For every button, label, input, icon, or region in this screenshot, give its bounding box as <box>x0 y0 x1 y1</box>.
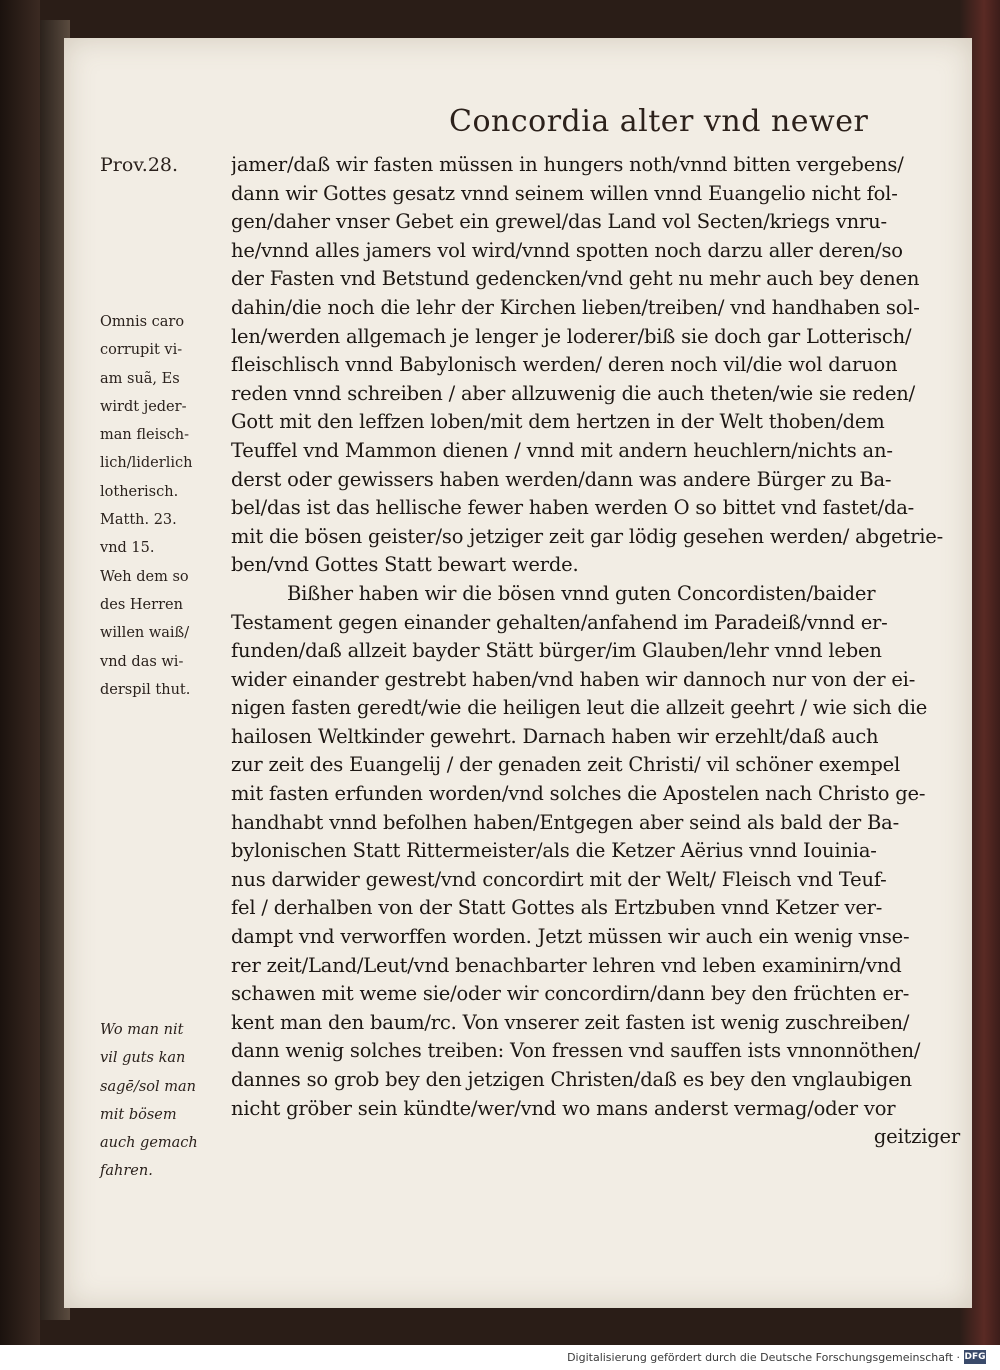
margin-line: fahren. <box>100 1163 153 1180</box>
margin-line: vil guts kan <box>100 1050 186 1067</box>
text-line: gen/daher vnser Gebet ein grewel/das Land vol Secten/kriegs vnru- <box>231 210 887 234</box>
text-line: nus darwider gewest/vnd concordirt mit der Welt/ Fleisch vnd Teuf- <box>231 867 887 891</box>
text-line: Gott mit den leffzen loben/mit dem hertzen in der Welt thoben/dem <box>231 410 885 434</box>
text-line: derst oder gewissers haben werden/dann was andere Bürger zu Ba- <box>231 467 892 491</box>
margin-line: vnd 15. <box>100 540 155 557</box>
margin-line: wirdt jeder- <box>100 398 187 415</box>
text-line: funden/daß allzeit bayder Stätt bürger/im Glauben/lehr vnnd leben <box>231 639 882 663</box>
text-line: zur zeit des Euangelij / der genaden zeit Christi/ vil schöner exempel <box>231 753 901 777</box>
margin-note-a <box>100 308 192 704</box>
margin-line: Wo man nit <box>100 1022 184 1038</box>
margin-line: Matth. 23. <box>100 512 177 529</box>
text-line: wider einander gestrebt haben/vnd haben wir dannoch nur von der ei- <box>231 667 916 691</box>
text-line: mit die bösen geister/so jetziger zeit gar lödig gesehen werden/ abgetrie- <box>231 524 943 548</box>
margin-line: sagē/sol man <box>100 1078 196 1095</box>
margin-line: derspil thut. <box>100 681 191 698</box>
text-line: bylonischen Statt Rittermeister/als die Ketzer Aërius vnnd Iouinia- <box>231 839 877 863</box>
margin-line: vnd das wi- <box>100 653 184 670</box>
footer-credit: Digitalisierung gefördert durch die Deutsche Forschungsgemeinschaft · <box>567 1351 960 1364</box>
text-line: he/vnnd alles jamers vol wird/vnnd spotten noch darzu aller deren/so <box>231 238 903 262</box>
text-line: dann wenig solches treiben: Von fressen vnd sauffen ists vnnonnöthen/ <box>231 1039 921 1063</box>
margin-line: corrupit vi- <box>100 342 183 359</box>
dfg-logo-icon: DFG <box>964 1352 986 1362</box>
margin-line: des Herren <box>100 596 183 613</box>
text-line: dampt vnd verworffen worden. Jetzt müssen wir auch ein wenig vnse- <box>231 925 910 949</box>
margin-line: Omnis caro <box>100 314 185 330</box>
text-line: dannes so grob bey den jetzigen Christen/daß es bey den vnglaubigen <box>231 1068 912 1091</box>
paragraph-start-line: Bißher haben wir die bösen vnnd guten Concordisten/baider <box>287 581 876 605</box>
text-line: kent man den baum/rc. Von vnserer zeit fasten ist wenig zuschreiben/ <box>231 1010 910 1034</box>
text-line: Teuffel vnd Mammon dienen / vnnd mit andern heuchlern/nichts an- <box>231 438 893 462</box>
margin-line: mit bösem <box>100 1106 177 1123</box>
margin-line: Weh dem so <box>100 568 189 585</box>
catchword: geitziger <box>873 1125 960 1149</box>
text-line: fel / derhalben von der Statt Gottes als Ertzbuben vnnd Ketzer ver- <box>231 896 883 920</box>
margin-line: auch gemach <box>100 1135 198 1152</box>
text-line: mit fasten erfunden worden/vnd solches die Apostelen nach Christo ge- <box>231 782 926 806</box>
margin-ref-prov: Prov.28. <box>100 154 179 176</box>
margin-note-b <box>100 1016 198 1186</box>
text-line: jamer/daß wir fasten müssen in hungers noth/vnnd bitten vergebens/ <box>231 153 904 176</box>
text-line: Testament gegen einander gehalten/anfahend im Paradeiß/vnnd er- <box>231 610 888 634</box>
margin-line: lotherisch. <box>100 483 179 500</box>
margin-line: willen waiß/ <box>100 625 190 642</box>
margin-line: am suã, Es <box>100 370 180 387</box>
text-line: reden vnnd schreiben / aber allzuwenig die auch theten/wie sie reden/ <box>231 381 916 405</box>
text-line: dahin/die noch die lehr der Kirchen lieben/treiben/ vnd handhaben sol- <box>231 295 920 319</box>
margin-line: man fleisch- <box>100 427 190 444</box>
text-line: der Fasten vnd Betstund gedencken/vnd geht nu mehr auch bey denen <box>231 267 920 291</box>
text-line: dann wir Gottes gesatz vnnd seinem willen vnnd Euangelio nicht fol- <box>231 181 898 205</box>
text-line: ben/vnd Gottes Statt bewart werde. <box>231 553 579 577</box>
text-line: nigen fasten geredt/wie die heiligen leut die allzeit geehrt / wie sich die <box>231 696 928 720</box>
text-line: len/werden allgemach je lenger je loderer/biß sie doch gar Lotterisch/ <box>231 324 912 348</box>
text-line: handhabt vnnd befolhen haben/Entgegen aber seind als bald der Ba- <box>231 810 899 834</box>
text-line: nicht gröber sein kündte/wer/vnd wo mans anderst vermag/oder vor <box>231 1096 896 1120</box>
text-line: fleischlisch vnnd Babylonisch werden/ deren noch vil/die wol daruon <box>231 353 898 377</box>
text-line: rer zeit/Land/Leut/vnd benachbarter lehren vnd leben examinirn/vnd <box>231 953 902 977</box>
scan-edge-left <box>0 0 40 1345</box>
body-text <box>231 151 966 1152</box>
book-page <box>64 38 972 1308</box>
text-line: hailosen Weltkinder gewehrt. Darnach haben wir erzehlt/daß auch <box>231 724 879 748</box>
text-line: schawen mit weme sie/oder wir concordirn/dann bey den früchten er- <box>231 982 910 1006</box>
margin-line: lich/liderlich <box>100 455 193 472</box>
text-line: bel/das ist das hellische fewer haben werden O so bittet vnd fastet/da- <box>231 496 915 520</box>
running-title: Concordia alter vnd newer <box>449 104 869 139</box>
